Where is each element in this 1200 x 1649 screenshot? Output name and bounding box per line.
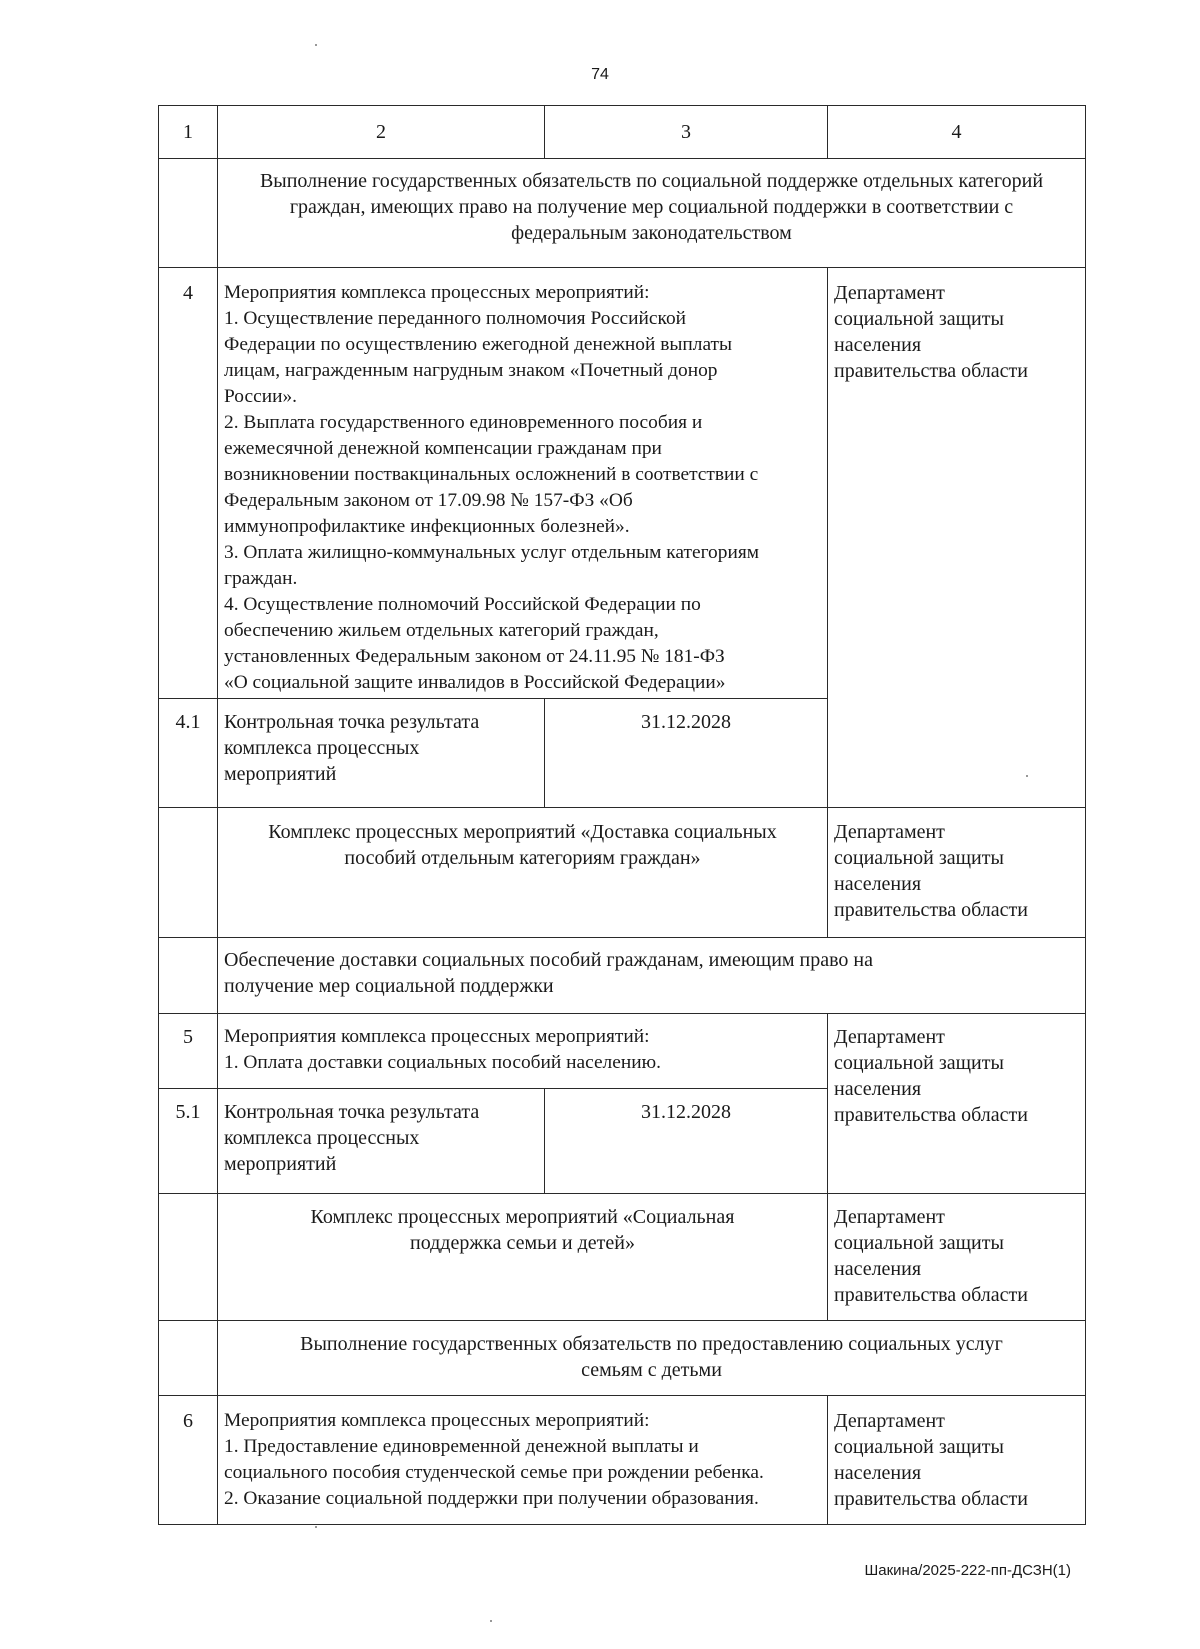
header-col-4: 4 <box>828 106 1086 159</box>
section-title: Обеспечение доставки социальных пособий гражданам, имеющим право на получение мер социальной поддержки <box>218 938 1086 1014</box>
text-line: иммунопрофилактике инфекционных болезней». <box>224 516 630 537</box>
text-line: 3. Оплата жилищно-коммунальных услуг отдельным категориям <box>224 542 760 563</box>
section-title: Выполнение государственных обязательств по предоставлению социальных услуг семьям с детьми <box>218 1321 1086 1396</box>
text-line: 4. Осуществление полномочий Российской Федерации по <box>224 594 701 615</box>
empty-num-cell <box>159 159 218 268</box>
scan-speck <box>315 1526 317 1528</box>
text-line: обеспечению жильем отдельных категорий граждан, <box>224 620 659 641</box>
control-point-text: Контрольная точка результата комплекса процессных мероприятий <box>218 699 545 808</box>
text-line: Федерации по осуществлению ежегодной денежной выплаты <box>224 334 733 355</box>
section-row <box>159 1321 1086 1396</box>
empty-num-cell <box>159 1321 218 1396</box>
table-header-row <box>159 106 1086 159</box>
row-number: 6 <box>159 1396 218 1525</box>
text-line: ежемесячной денежной компенсации гражданам при <box>224 438 662 459</box>
complex-title: Комплекс процессных мероприятий «Социальная поддержка семьи и детей» <box>218 1194 828 1321</box>
complex-title: Комплекс процессных мероприятий «Доставка социальных пособий отдельным категориям граждан» <box>218 808 828 938</box>
responsible-department: Департамент социальной защиты населения правительства области <box>828 1014 1086 1194</box>
document-code: Шакина/2025-222-пп-ДСЗН(1) <box>864 1562 1071 1579</box>
text-line: граждан. <box>224 568 298 589</box>
section-title: Выполнение государственных обязательств по социальной поддержке отдельных категорий граждан, имеющих право на получение мер социальной поддержки в соответствии с федеральным законодательством <box>218 159 1086 268</box>
measures-text <box>218 268 828 699</box>
table-row <box>159 1194 1086 1321</box>
control-point-date: 31.12.2028 <box>545 699 828 808</box>
section-row <box>159 159 1086 268</box>
empty-num-cell <box>159 938 218 1014</box>
responsible-department: Департамент социальной защиты населения правительства области <box>828 1396 1086 1525</box>
table-row <box>159 1396 1086 1525</box>
header-col-2: 2 <box>218 106 545 159</box>
scan-speck <box>315 44 317 46</box>
responsible-department: Департамент социальной защиты населения правительства области <box>828 1194 1086 1321</box>
responsible-department: Департамент социальной защиты населения правительства области <box>828 268 1086 808</box>
text-line: Мероприятия комплекса процессных мероприятий: <box>224 282 650 303</box>
scan-speck <box>1026 775 1028 777</box>
empty-num-cell <box>159 808 218 938</box>
control-point-text: Контрольная точка результата комплекса процессных мероприятий <box>218 1089 545 1194</box>
section-row <box>159 938 1086 1014</box>
header-col-1: 1 <box>159 106 218 159</box>
page-number: 74 <box>591 66 609 83</box>
text-line: 2. Выплата государственного единовременного пособия и <box>224 412 703 433</box>
text-line: возникновении поствакцинальных осложнений в соответствии с <box>224 464 759 485</box>
text-line: Федеральным законом от 17.09.98 № 157-ФЗ «Об <box>224 490 633 511</box>
measures-text: Мероприятия комплекса процессных мероприятий: 1. Оплата доставки социальных пособий населению. <box>218 1014 828 1089</box>
row-number: 4.1 <box>159 699 218 808</box>
text-line: «О социальной защите инвалидов в Российской Федерации» <box>224 672 726 693</box>
text-line: России». <box>224 386 297 407</box>
measures-text: Мероприятия комплекса процессных мероприятий: 1. Предоставление единовременной денежной выплаты и социального пособия студенческой семье при рождении ребенка. 2. Оказание социальной поддержки при получении образования. <box>218 1396 828 1525</box>
row-number: 5 <box>159 1014 218 1089</box>
table-row <box>159 1014 1086 1089</box>
header-col-3: 3 <box>545 106 828 159</box>
empty-num-cell <box>159 1194 218 1321</box>
control-point-date: 31.12.2028 <box>545 1089 828 1194</box>
table-row <box>159 268 1086 699</box>
scan-speck <box>490 1620 492 1622</box>
responsible-department: Департамент социальной защиты населения правительства области <box>828 808 1086 938</box>
row-number: 5.1 <box>159 1089 218 1194</box>
row-number: 4 <box>159 268 218 699</box>
table-row <box>159 808 1086 938</box>
text-line: установленных Федеральным законом от 24.11.95 № 181-ФЗ <box>224 646 725 667</box>
text-line: 1. Осуществление переданного полномочия Российской <box>224 308 687 329</box>
document-table <box>158 105 1086 1525</box>
text-line: лицам, награжденным нагрудным знаком «Почетный донор <box>224 360 718 381</box>
